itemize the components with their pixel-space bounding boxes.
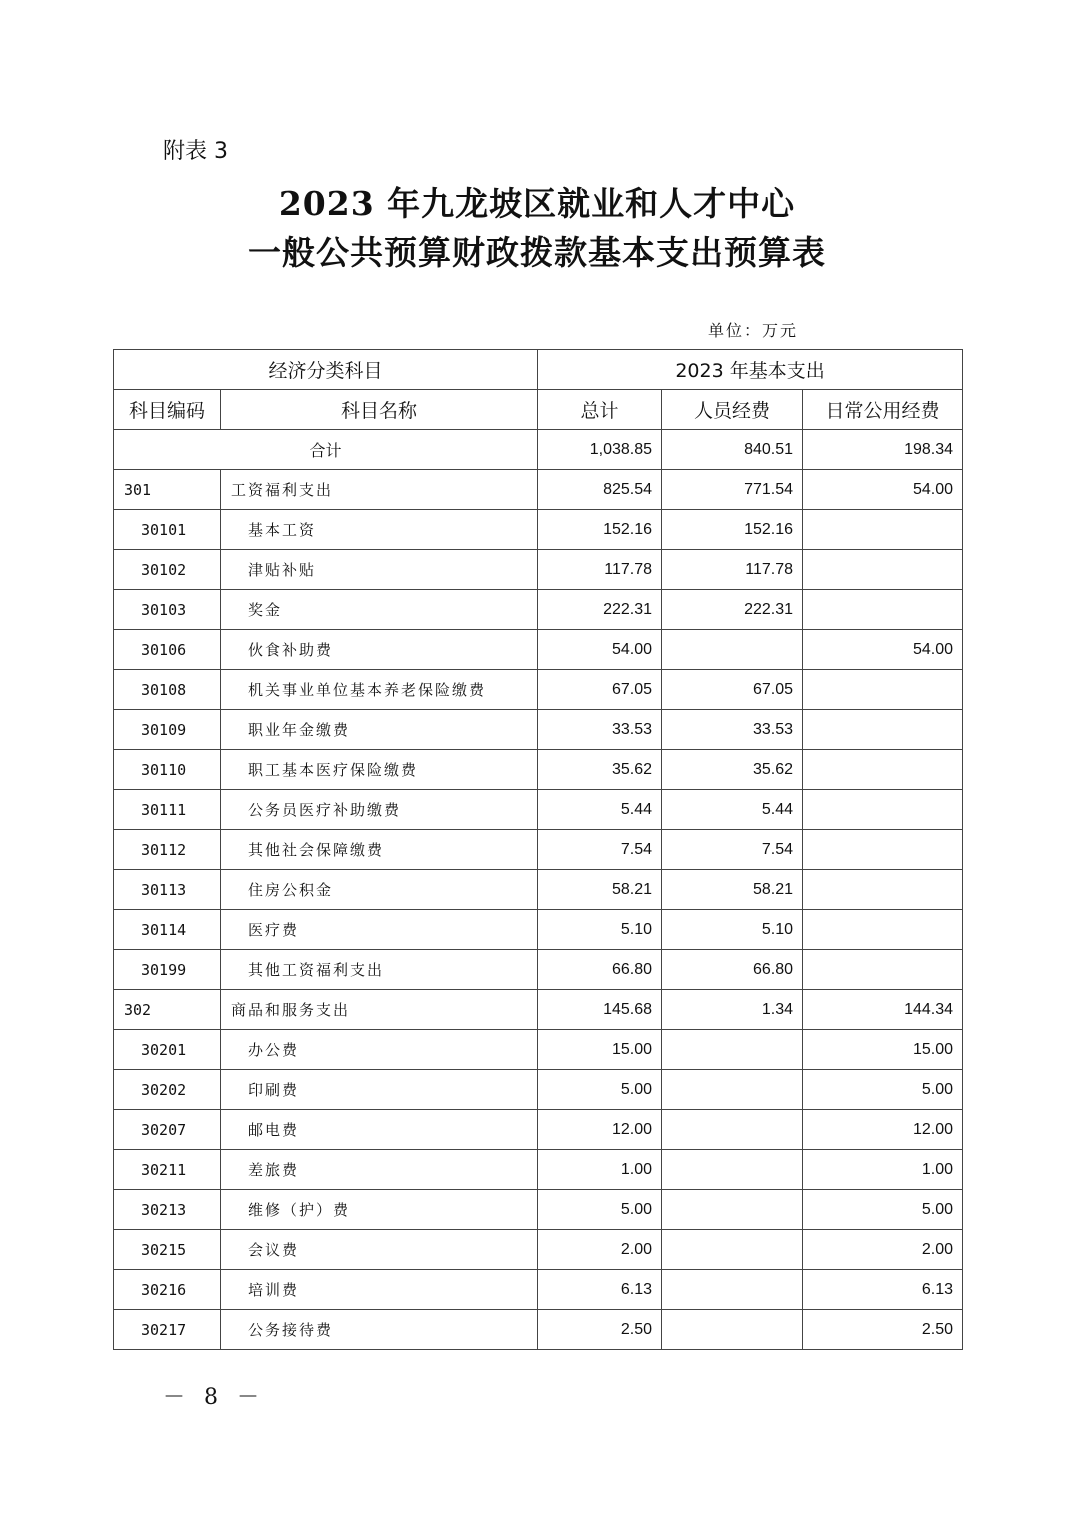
table-row — [114, 1190, 963, 1230]
row-name: 公务接待费 — [221, 1310, 538, 1350]
page-title-line1: 2023 年九龙坡区就业和人才中心 — [278, 184, 796, 223]
row-name: 其他工资福利支出 — [221, 950, 538, 990]
row-public — [803, 790, 963, 830]
row-name: 医疗费 — [221, 910, 538, 950]
row-name: 津贴补贴 — [221, 550, 538, 590]
row-personnel: 67.05 — [662, 670, 803, 710]
row-public — [803, 750, 963, 790]
total-header: 总计 — [538, 390, 662, 430]
total-label: 合计 — [114, 430, 538, 470]
row-public: 5.00 — [803, 1070, 963, 1110]
budget-table — [113, 349, 963, 1350]
row-total: 5.00 — [538, 1190, 662, 1230]
row-code: 30110 — [114, 750, 221, 790]
row-public: 6.13 — [803, 1270, 963, 1310]
row-public: 1.00 — [803, 1150, 963, 1190]
table-row — [114, 470, 963, 510]
row-code: 30102 — [114, 550, 221, 590]
table-row — [114, 670, 963, 710]
row-total: 5.44 — [538, 790, 662, 830]
row-total: 2.00 — [538, 1230, 662, 1270]
row-code: 302 — [114, 990, 221, 1030]
total-total: 1,038.85 — [538, 430, 662, 470]
row-name: 基本工资 — [221, 510, 538, 550]
row-total: 145.68 — [538, 990, 662, 1030]
row-total: 6.13 — [538, 1270, 662, 1310]
row-total: 12.00 — [538, 1110, 662, 1150]
row-total: 1.00 — [538, 1150, 662, 1190]
row-public: 54.00 — [803, 470, 963, 510]
row-personnel — [662, 1310, 803, 1350]
total-public: 198.34 — [803, 430, 963, 470]
row-personnel — [662, 1190, 803, 1230]
table-row — [114, 1070, 963, 1110]
row-public — [803, 710, 963, 750]
row-total: 2.50 — [538, 1310, 662, 1350]
row-personnel: 222.31 — [662, 590, 803, 630]
row-name: 工资福利支出 — [221, 470, 538, 510]
row-name: 差旅费 — [221, 1150, 538, 1190]
page-number: － 8 － — [163, 1385, 265, 1410]
row-code: 30109 — [114, 710, 221, 750]
table-row — [114, 990, 963, 1030]
row-name: 奖金 — [221, 590, 538, 630]
total-personnel: 840.51 — [662, 430, 803, 470]
row-code: 30103 — [114, 590, 221, 630]
row-code: 30216 — [114, 1270, 221, 1310]
row-personnel: 7.54 — [662, 830, 803, 870]
row-public: 2.50 — [803, 1310, 963, 1350]
total-row — [114, 430, 963, 470]
row-personnel — [662, 1270, 803, 1310]
row-total: 33.53 — [538, 710, 662, 750]
row-personnel — [662, 1110, 803, 1150]
row-code: 30106 — [114, 630, 221, 670]
row-name: 公务员医疗补助缴费 — [221, 790, 538, 830]
table-row — [114, 1270, 963, 1310]
row-code: 30213 — [114, 1190, 221, 1230]
row-personnel: 66.80 — [662, 950, 803, 990]
row-public — [803, 870, 963, 910]
table-row — [114, 1030, 963, 1070]
row-personnel: 35.62 — [662, 750, 803, 790]
table-row — [114, 950, 963, 990]
row-code: 30111 — [114, 790, 221, 830]
row-name: 维修（护）费 — [221, 1190, 538, 1230]
name-header: 科目名称 — [221, 390, 538, 430]
row-personnel: 33.53 — [662, 710, 803, 750]
row-code: 301 — [114, 470, 221, 510]
row-name: 办公费 — [221, 1030, 538, 1070]
row-public: 12.00 — [803, 1110, 963, 1150]
row-personnel — [662, 1150, 803, 1190]
row-code: 30215 — [114, 1230, 221, 1270]
row-total: 58.21 — [538, 870, 662, 910]
table-row — [114, 510, 963, 550]
row-total: 35.62 — [538, 750, 662, 790]
row-personnel — [662, 1230, 803, 1270]
row-personnel: 1.34 — [662, 990, 803, 1030]
row-name: 会议费 — [221, 1230, 538, 1270]
row-code: 30108 — [114, 670, 221, 710]
row-total: 7.54 — [538, 830, 662, 870]
category-group-header: 经济分类科目 — [114, 350, 538, 390]
row-personnel — [662, 630, 803, 670]
row-public — [803, 590, 963, 630]
period-group-header: 2023 年基本支出 — [538, 350, 963, 390]
row-name: 住房公积金 — [221, 870, 538, 910]
public-header: 日常公用经费 — [803, 390, 963, 430]
row-name: 职业年金缴费 — [221, 710, 538, 750]
row-public — [803, 910, 963, 950]
row-name: 商品和服务支出 — [221, 990, 538, 1030]
row-total: 67.05 — [538, 670, 662, 710]
row-public — [803, 670, 963, 710]
table-row — [114, 710, 963, 750]
row-personnel: 771.54 — [662, 470, 803, 510]
row-code: 30211 — [114, 1150, 221, 1190]
annex-label: 附表 3 — [163, 139, 228, 164]
row-total: 54.00 — [538, 630, 662, 670]
row-total: 5.10 — [538, 910, 662, 950]
row-total: 5.00 — [538, 1070, 662, 1110]
row-total: 222.31 — [538, 590, 662, 630]
row-code: 30217 — [114, 1310, 221, 1350]
row-name: 机关事业单位基本养老保险缴费 — [221, 670, 538, 710]
row-public: 2.00 — [803, 1230, 963, 1270]
row-public: 54.00 — [803, 630, 963, 670]
table-row — [114, 1110, 963, 1150]
table-row — [114, 910, 963, 950]
row-personnel — [662, 1030, 803, 1070]
row-code: 30207 — [114, 1110, 221, 1150]
table-row — [114, 790, 963, 830]
table-row — [114, 550, 963, 590]
row-code: 30199 — [114, 950, 221, 990]
row-total: 825.54 — [538, 470, 662, 510]
row-name: 邮电费 — [221, 1110, 538, 1150]
column-header-row — [114, 390, 963, 430]
row-personnel — [662, 1070, 803, 1110]
row-public — [803, 830, 963, 870]
row-public — [803, 510, 963, 550]
table-row — [114, 630, 963, 670]
row-name: 其他社会保障缴费 — [221, 830, 538, 870]
row-personnel: 5.44 — [662, 790, 803, 830]
table-row — [114, 870, 963, 910]
row-public: 15.00 — [803, 1030, 963, 1070]
row-total: 15.00 — [538, 1030, 662, 1070]
row-total: 66.80 — [538, 950, 662, 990]
row-name: 伙食补助费 — [221, 630, 538, 670]
table-row — [114, 590, 963, 630]
row-public — [803, 950, 963, 990]
row-name: 印刷费 — [221, 1070, 538, 1110]
row-public — [803, 550, 963, 590]
table-row — [114, 1310, 963, 1350]
row-total: 117.78 — [538, 550, 662, 590]
row-code: 30201 — [114, 1030, 221, 1070]
group-header-row — [114, 350, 963, 390]
row-code: 30113 — [114, 870, 221, 910]
row-code: 30101 — [114, 510, 221, 550]
personnel-header: 人员经费 — [662, 390, 803, 430]
table-row — [114, 1230, 963, 1270]
row-personnel: 58.21 — [662, 870, 803, 910]
row-total: 152.16 — [538, 510, 662, 550]
code-header: 科目编码 — [114, 390, 221, 430]
unit-label: 单位：万元 — [708, 321, 799, 340]
row-personnel: 152.16 — [662, 510, 803, 550]
table-row — [114, 1150, 963, 1190]
row-personnel: 117.78 — [662, 550, 803, 590]
table-row — [114, 830, 963, 870]
row-public: 144.34 — [803, 990, 963, 1030]
row-code: 30112 — [114, 830, 221, 870]
table-row — [114, 750, 963, 790]
row-name: 培训费 — [221, 1270, 538, 1310]
row-code: 30114 — [114, 910, 221, 950]
page-title-line2: 一般公共预算财政拨款基本支出预算表 — [248, 233, 826, 272]
row-name: 职工基本医疗保险缴费 — [221, 750, 538, 790]
row-public: 5.00 — [803, 1190, 963, 1230]
row-personnel: 5.10 — [662, 910, 803, 950]
row-code: 30202 — [114, 1070, 221, 1110]
